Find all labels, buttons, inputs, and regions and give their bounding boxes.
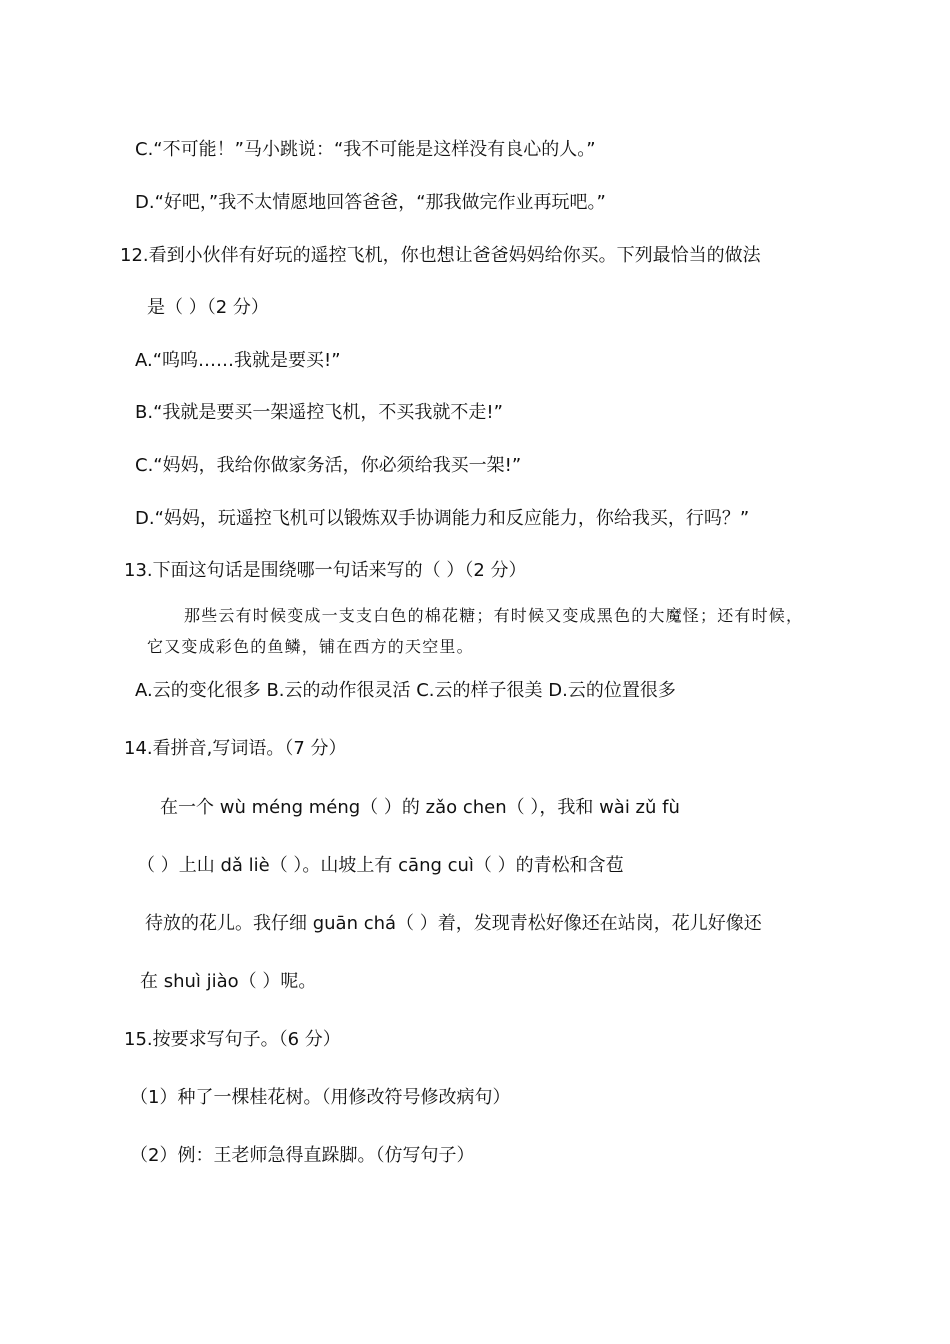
q15-item-1: （1）种了一棵桂花树。（用修改符号修改病句）: [130, 1087, 511, 1108]
q12-option-d: D.“妈妈，玩遥控飞机可以锻炼双手协调能力和反应能力，你给我买，行吗？”: [135, 508, 750, 529]
q12-stem-cont: 是（ ）（2 分）: [147, 297, 269, 318]
q12-option-a: A.“呜呜……我就是要买!”: [135, 350, 341, 371]
q14-passage-line1: 在一个 wù méng méng（ ）的 zǎo chen（ ），我和 wài zǔ fù: [160, 797, 680, 818]
q14-passage-line2: （ ）上山 dǎ liè（ ）。山坡上有 cāng cuì（ ）的青松和含苞: [137, 855, 624, 876]
q13-passage-line1: 那些云有时候变成一支支白色的棉花糖；有时候又变成黑色的大魔怪；还有时候，: [184, 606, 804, 625]
q13-options: A.云的变化很多 B.云的动作很灵活 C.云的样子很美 D.云的位置很多: [135, 680, 676, 701]
q12-option-b: B.“我就是要买一架遥控飞机，不买我就不走!”: [135, 402, 503, 423]
q15-item-2: （2）例：王老师急得直跺脚。（仿写句子）: [130, 1145, 475, 1166]
q12-option-c: C.“妈妈，我给你做家务活，你必须给我买一架!”: [135, 455, 522, 476]
q13-stem: 13.下面这句话是围绕哪一句话来写的（ ）（2 分）: [124, 560, 527, 581]
q11-option-d: D.“好吧，”我不太情愿地回答爸爸，“那我做完作业再玩吧。”: [135, 192, 606, 213]
q15-stem: 15.按要求写句子。（6 分）: [124, 1029, 341, 1050]
q14-stem: 14.看拼音,写词语。（7 分）: [124, 738, 347, 759]
q13-passage-line2: 它又变成彩色的鱼鳞，铺在西方的天空里。: [147, 637, 474, 656]
q12-stem: 12.看到小伙伴有好玩的遥控飞机，你也想让爸爸妈妈给你买。下列最恰当的做法: [120, 245, 761, 266]
q14-passage-line4: 在 shuì jiào（ ）呢。: [140, 971, 317, 992]
q14-passage-line3: 待放的花儿。我仔细 guān chá（ ）着，发现青松好像还在站岗，花儿好像还: [145, 913, 762, 934]
q11-option-c: C.“不可能！”马小跳说：“我不可能是这样没有良心的人。”: [135, 139, 596, 160]
